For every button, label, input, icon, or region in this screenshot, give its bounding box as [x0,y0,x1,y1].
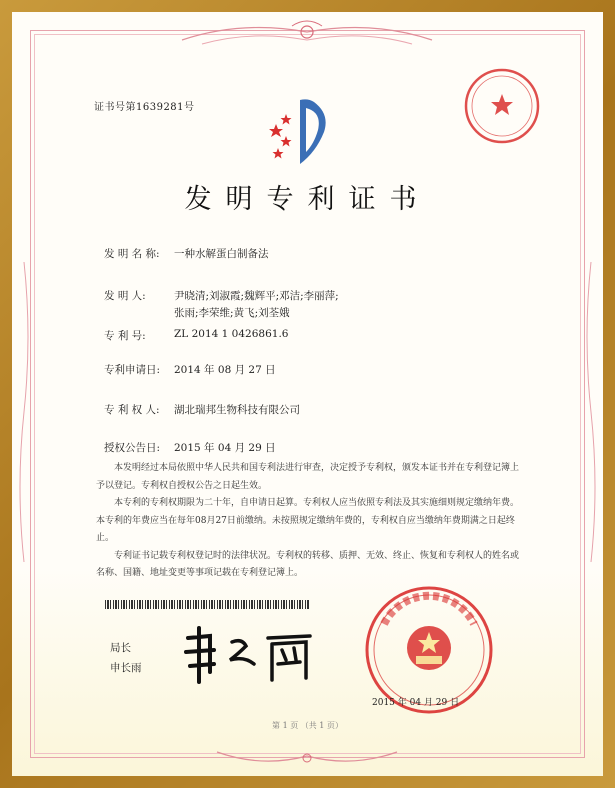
inventors-label: 发 明 人: [104,290,146,302]
certificate-body-text [96,460,521,583]
patent-number-value: ZL 2014 1 0426861.6 [174,328,289,340]
left-ornament [14,262,34,562]
inventors-line1: 尹晓清;刘淑霞;魏辉平;邓洁;李丽萍; [174,290,339,302]
patentee-label: 专 利 权 人: [104,404,160,416]
certificate-title: 发明专利证书 [184,184,431,215]
patentee-value: 湖北瑞邦生物科技有限公司 [174,404,300,416]
invention-name-value: 一种水解蛋白制备法 [174,248,269,260]
right-ornament [581,262,601,562]
grant-date-value: 2015 年 04 月 29 日 [174,442,276,454]
invention-name-label: 发 明 名 称: [104,248,160,260]
certificate-serial: 证书号第1639281号 [94,102,195,113]
filing-date-label: 专利申请日: [104,364,161,376]
barcode [105,600,310,609]
seal-date: 2015 年 04 月 29 日 [372,698,460,708]
page-footer: 第 1 页 （共 1 页） [272,721,343,730]
body-paragraph: 本专利的专利权期限为二十年，自申请日起算。专利权人应当依照专利法及其实施细则规定缴纳年费。本专利的年费应当在每年08月27日前缴纳。未按照规定缴纳年费的，专利权自应当缴纳年费期满之日起终止。 [96,498,520,543]
patent-number-label: 专 利 号: [104,330,146,342]
director-name: 申长雨 [110,662,142,674]
patent-office-emblem-icon [264,94,344,166]
director-title: 局长 [110,642,131,654]
top-ornament [172,18,442,58]
official-stamp-icon [462,66,542,146]
body-paragraph: 本发明经过本局依照中华人民共和国专利法进行审查，决定授予专利权，颁发本证书并在专利登记簿上予以登记。专利权自授权公告之日起生效。 [96,463,520,491]
grant-date-label: 授权公告日: [104,442,161,454]
certificate-paper [12,12,603,776]
inventors-line2: 张雨;李荣维;黄飞;刘荃娥 [174,307,290,319]
body-paragraph: 专利证书记载专利权登记时的法律状况。专利权的转移、质押、无效、终止、恢复和专利权人的姓名或名称、国籍、地址变更等事项记载在专利登记簿上。 [96,550,520,578]
bottom-ornament [212,742,402,770]
director-signature [180,624,320,684]
filing-date-value: 2014 年 08 月 27 日 [174,364,276,376]
